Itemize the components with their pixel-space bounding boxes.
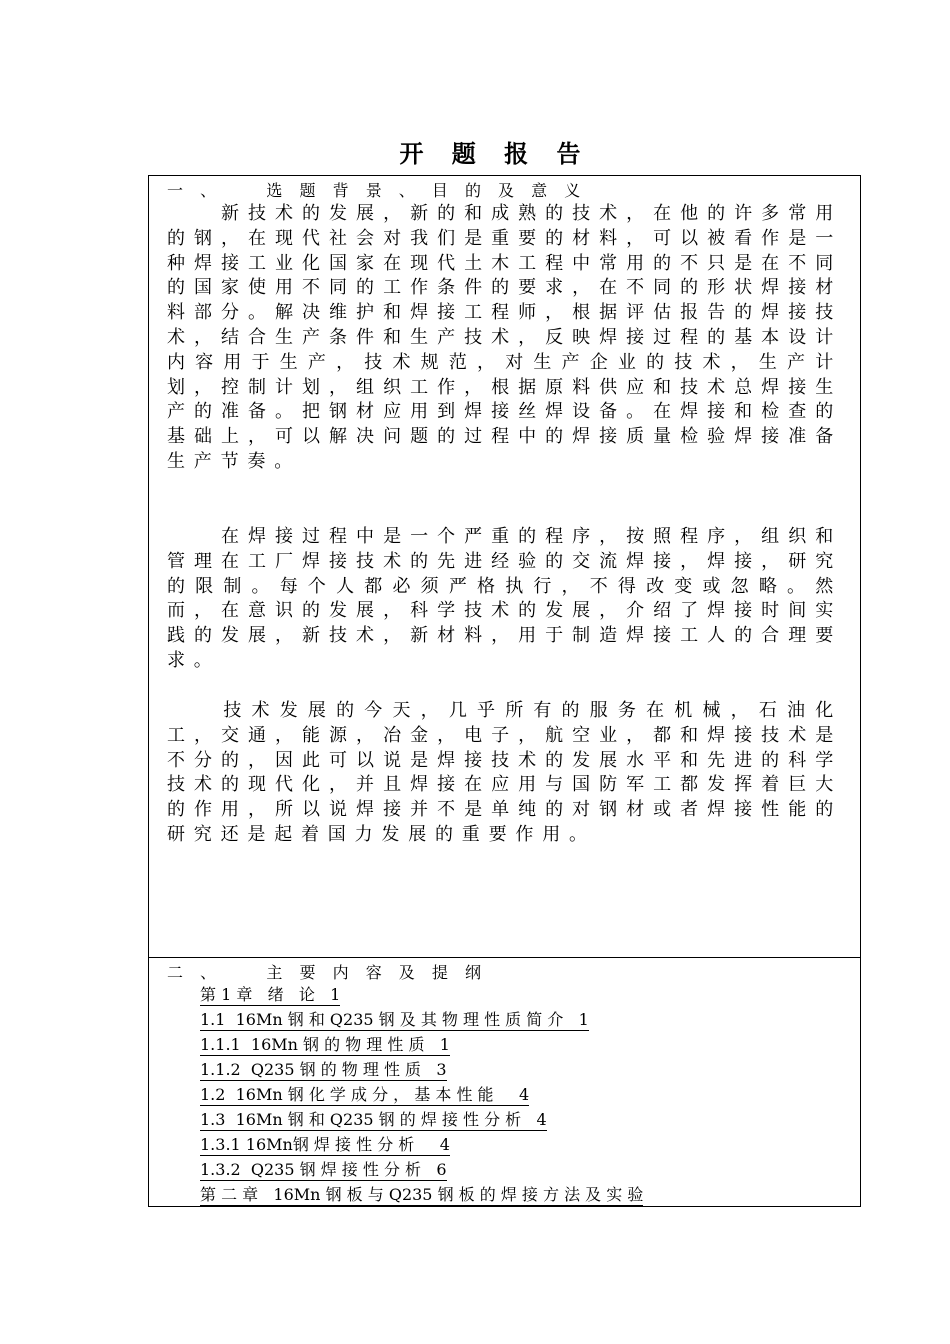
- toc-item[interactable]: 1.3.1 16Mn钢 焊 接 性 分 析 4: [200, 1135, 450, 1154]
- toc-item[interactable]: 1.1 16Mn 钢 和 Q235 钢 及 其 物 理 性 质 简 介 1: [200, 1010, 589, 1029]
- page-title: 开 题 报 告: [399, 139, 591, 168]
- paragraph-2: 在焊接过程中是一个严重的程序，按照程序，组织和管理在工厂焊接技术的先进经验的交流焊接，焊接，研究的限制。每个人都必须严格执行，不得改变或忽略。然而，在意识的发展，科学技术的发展，介绍了焊接时间实践的发展，新技术，新材料，用于制造焊接工人的合理要求。: [167, 526, 842, 671]
- section-background-purpose: [148, 175, 861, 958]
- toc-item[interactable]: 1.3.2 Q235 钢 焊 接 性 分 析 6: [200, 1160, 447, 1179]
- toc-item[interactable]: 1.1.1 16Mn 钢 的 物 理 性 质 1: [200, 1035, 450, 1054]
- toc-item[interactable]: 1.2 16Mn 钢 化 学 成 分 ， 基 本 性 能 4: [200, 1085, 530, 1104]
- toc-item[interactable]: 第 1 章 绪 论 1: [200, 985, 341, 1004]
- section-heading: 二 、 主 要 内 容 及 提 纲: [167, 963, 487, 982]
- paragraph-1: 新技术的发展，新的和成熟的技术，在他的许多常用的钢，在现代社会对我们是重要的材料，可以被看作是一种焊接工业化国家在现代土木工程中常用的不只是在不同的国家使用不同的工作条件的要求，在不同的形状焊接材料部分。解决维护和焊接工程师，根据评估报告的焊接技术，结合生产条件和生产技术，反映焊接过程的基本设计内容用于生产，技术规范，对生产企业的技术，生产计划，控制计划，组织工作，根据原料供应和技术总焊接生产的准备。把钢材应用到焊接丝焊设备。在焊接和检查的基础上，可以解决问题的过程中的焊接质量检验焊接准备生产节奏。: [167, 203, 842, 472]
- toc-item[interactable]: 1.3 16Mn 钢 和 Q235 钢 的 焊 接 性 分 析 4: [200, 1110, 547, 1129]
- toc-item[interactable]: 第 二 章 16Mn 钢 板 与 Q235 钢 板 的 焊 接 方 法 及 实 验: [200, 1185, 644, 1204]
- toc-item[interactable]: 1.1.2 Q235 钢 的 物 理 性 质 3: [200, 1060, 447, 1079]
- paragraph-3: 技术发展的今天，几乎所有的服务在机械，石油化工，交通，能源，冶金，电子，航空业，都和焊接技术是不分的，因此可以说是焊接技术的发展水平和先进的科学技术的现代化，并且焊接在应用与国防军工都发挥着巨大的作用，所以说焊接并不是单纯的对钢材或者焊接性能的研究还是起着国力发展的重要作用。: [167, 700, 842, 845]
- section-main-content-outline: [148, 957, 861, 1207]
- section-heading: 一 、 选 题 背 景 、 目 的 及 意 义: [167, 181, 587, 200]
